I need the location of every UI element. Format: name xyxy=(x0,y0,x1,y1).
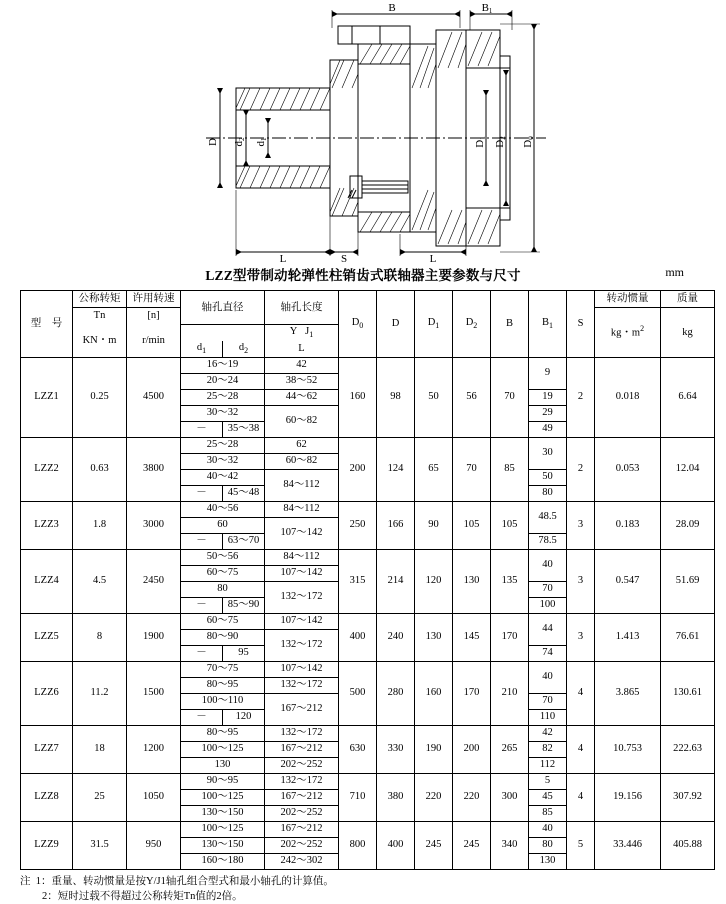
cell-D: 214 xyxy=(377,549,415,613)
cell-B1: 48.5 xyxy=(529,501,567,533)
cell-bore-length: 167～212 xyxy=(265,821,339,837)
dim-label-D0: D0 xyxy=(522,136,535,148)
cell-B1: 100 xyxy=(529,597,567,613)
notes xyxy=(20,874,726,904)
technical-drawing xyxy=(0,0,726,262)
cell-inertia: 0.183 xyxy=(595,501,661,549)
th-mass: 质量 xyxy=(661,291,715,308)
cell-S: 3 xyxy=(567,613,595,661)
th-D0: $D_0$ xyxy=(339,291,377,358)
cell-D1: 190 xyxy=(415,725,453,773)
cell-torque: 1.8 xyxy=(73,501,127,549)
th-D1: $D_1$ xyxy=(415,291,453,358)
cell-bore-dia: 80 xyxy=(181,581,265,597)
cell-bore-length: 132～172 xyxy=(265,677,339,693)
cell-bore-dia: 50～56 xyxy=(181,549,265,565)
cell-torque: 31.5 xyxy=(73,821,127,869)
cell-inertia: 33.446 xyxy=(595,821,661,869)
cell-B1: 82 xyxy=(529,741,567,757)
cell-D0: 630 xyxy=(339,725,377,773)
cell-bore-dia: 100～125 xyxy=(181,789,265,805)
cell-bore-dia: 70～75 xyxy=(181,661,265,677)
cell-B1: 45 xyxy=(529,789,567,805)
cell-d2: 85～90 xyxy=(223,597,265,613)
dim-label-D: D xyxy=(207,138,219,146)
cell-D: 380 xyxy=(377,773,415,821)
th-B: B xyxy=(491,291,529,358)
cell-D0: 315 xyxy=(339,549,377,613)
cell-B: 340 xyxy=(491,821,529,869)
cell-torque: 8 xyxy=(73,613,127,661)
cell-B1: 30 xyxy=(529,437,567,469)
cell-bore-length: 107～142 xyxy=(265,517,339,549)
cell-d2: 45～48 xyxy=(223,485,265,501)
table-row xyxy=(21,661,715,677)
th-torque-symbol: Tn xyxy=(73,308,127,325)
cell-inertia: 0.053 xyxy=(595,437,661,501)
cell-B1: 85 xyxy=(529,805,567,821)
cell-bore-dia: 30～32 xyxy=(181,405,265,421)
cell-B1: 40 xyxy=(529,661,567,693)
cell-S: 4 xyxy=(567,725,595,773)
cell-B1: 49 xyxy=(529,421,567,437)
cell-speed: 1900 xyxy=(127,613,181,661)
table-row xyxy=(21,773,715,789)
table-row xyxy=(21,725,715,741)
cell-D1: 160 xyxy=(415,661,453,725)
cell-B: 135 xyxy=(491,549,529,613)
cell-S: 3 xyxy=(567,501,595,549)
dim-label-L-left: L xyxy=(279,253,287,262)
cell-D: 124 xyxy=(377,437,415,501)
cell-bore-dia: 30～32 xyxy=(181,453,265,469)
cell-B1: 42 xyxy=(529,725,567,741)
cell-d2: 120 xyxy=(223,709,265,725)
cell-B1: 29 xyxy=(529,405,567,421)
cell-D: 166 xyxy=(377,501,415,549)
cell-bore-length: 167～212 xyxy=(265,741,339,757)
cell-torque: 4.5 xyxy=(73,549,127,613)
cell-D2: 145 xyxy=(453,613,491,661)
cell-D2: 170 xyxy=(453,661,491,725)
th-bore-len-L: L xyxy=(265,341,339,358)
cell-model: LZZ2 xyxy=(21,437,73,501)
cell-d2: 63～70 xyxy=(223,533,265,549)
cell-B: 170 xyxy=(491,613,529,661)
cell-mass: 12.04 xyxy=(661,437,715,501)
cell-bore-length: 132～172 xyxy=(265,581,339,613)
cell-inertia: 0.547 xyxy=(595,549,661,613)
parameters-table xyxy=(20,290,715,870)
cell-bore-length: 107～142 xyxy=(265,661,339,677)
cell-torque: 25 xyxy=(73,773,127,821)
cell-mass: 130.61 xyxy=(661,661,715,725)
note-line-1 xyxy=(20,874,726,889)
cell-D2: 200 xyxy=(453,725,491,773)
cell-d1: － xyxy=(181,421,223,437)
cell-B: 265 xyxy=(491,725,529,773)
cell-B1: 44 xyxy=(529,613,567,645)
cell-d1: － xyxy=(181,597,223,613)
cell-S: 5 xyxy=(567,821,595,869)
cell-B1: 19 xyxy=(529,389,567,405)
cell-D1: 130 xyxy=(415,613,453,661)
cell-bore-length: 84～112 xyxy=(265,549,339,565)
cell-B1: 40 xyxy=(529,549,567,581)
cell-torque: 0.63 xyxy=(73,437,127,501)
table-row xyxy=(21,613,715,629)
cell-B1: 112 xyxy=(529,757,567,773)
cell-model: LZZ3 xyxy=(21,501,73,549)
table-row xyxy=(21,357,715,373)
cell-D: 240 xyxy=(377,613,415,661)
cell-D2: 245 xyxy=(453,821,491,869)
cell-bore-length: 62 xyxy=(265,437,339,453)
cell-inertia: 3.865 xyxy=(595,661,661,725)
cell-bore-dia: 40～42 xyxy=(181,469,265,485)
dim-label-B1: B1 xyxy=(481,2,493,15)
th-inertia-unit: kg・$m^2$ xyxy=(595,308,661,358)
cell-model: LZZ9 xyxy=(21,821,73,869)
cell-D2: 56 xyxy=(453,357,491,437)
cell-D0: 800 xyxy=(339,821,377,869)
th-model: 型 号 xyxy=(21,291,73,358)
cell-bore-length: 84～112 xyxy=(265,469,339,501)
cell-bore-dia: 80～95 xyxy=(181,725,265,741)
cell-bore-length: 42 xyxy=(265,357,339,373)
th-bore-len: 轴孔长度 xyxy=(265,291,339,325)
cell-bore-length: 38～52 xyxy=(265,373,339,389)
cell-bore-dia: 40～56 xyxy=(181,501,265,517)
dim-label-S: S xyxy=(340,253,348,262)
cell-torque: 0.25 xyxy=(73,357,127,437)
table-row xyxy=(21,501,715,517)
cell-bore-length: 107～142 xyxy=(265,565,339,581)
note-2-text: 2：短时过载不得超过公称转矩Tn值的2倍。 xyxy=(42,890,243,902)
cell-B1: 110 xyxy=(529,709,567,725)
cell-model: LZZ8 xyxy=(21,773,73,821)
cell-d2: 35～38 xyxy=(223,421,265,437)
cell-bore-dia: 60 xyxy=(181,517,265,533)
cell-S: 4 xyxy=(567,661,595,725)
table-row xyxy=(21,821,715,837)
cell-speed: 4500 xyxy=(127,357,181,437)
th-D: D xyxy=(377,291,415,358)
cell-bore-length: 202～252 xyxy=(265,805,339,821)
cell-D: 98 xyxy=(377,357,415,437)
cell-d1: － xyxy=(181,645,223,661)
cell-bore-length: 167～212 xyxy=(265,789,339,805)
cell-D2: 105 xyxy=(453,501,491,549)
th-bore-dia: 轴孔直径 xyxy=(181,291,265,325)
dim-label-d2: d2 xyxy=(233,137,246,147)
cell-D: 280 xyxy=(377,661,415,725)
cell-bore-length: 242～302 xyxy=(265,853,339,869)
cell-S: 2 xyxy=(567,357,595,437)
cell-speed: 1500 xyxy=(127,661,181,725)
cell-bore-dia: 90～95 xyxy=(181,773,265,789)
th-mass-unit: kg xyxy=(661,308,715,358)
cell-D0: 160 xyxy=(339,357,377,437)
cell-D: 400 xyxy=(377,821,415,869)
cell-bore-dia: 16～19 xyxy=(181,357,265,373)
cell-B: 210 xyxy=(491,661,529,725)
cell-D: 330 xyxy=(377,725,415,773)
th-speed-symbol: [n] xyxy=(127,308,181,325)
th-B1: $B_1$ xyxy=(529,291,567,358)
cell-D1: 90 xyxy=(415,501,453,549)
cell-d1: － xyxy=(181,485,223,501)
cell-speed: 1050 xyxy=(127,773,181,821)
th-torque-unit: KN・m xyxy=(73,324,127,357)
cell-bore-length: 202～252 xyxy=(265,837,339,853)
th-S: S xyxy=(567,291,595,358)
cell-inertia: 10.753 xyxy=(595,725,661,773)
cell-S: 4 xyxy=(567,773,595,821)
unit-label: mm xyxy=(665,265,684,279)
dim-label-L-right: L xyxy=(429,253,437,262)
cell-mass: 405.88 xyxy=(661,821,715,869)
cell-speed: 950 xyxy=(127,821,181,869)
th-speed: 许用转速 xyxy=(127,291,181,308)
cell-D0: 710 xyxy=(339,773,377,821)
th-bore-len-types: Y $J_1$ xyxy=(265,324,339,341)
cell-bore-dia: 80～90 xyxy=(181,629,265,645)
cell-B: 105 xyxy=(491,501,529,549)
th-speed-unit: r/min xyxy=(127,324,181,357)
cell-D0: 200 xyxy=(339,437,377,501)
cell-D2: 220 xyxy=(453,773,491,821)
cell-B1: 80 xyxy=(529,837,567,853)
cell-bore-dia: 100～125 xyxy=(181,821,265,837)
cell-bore-dia: 25～28 xyxy=(181,389,265,405)
cell-bore-length: 132～172 xyxy=(265,773,339,789)
cell-D2: 70 xyxy=(453,437,491,501)
cell-inertia: 19.156 xyxy=(595,773,661,821)
cell-D0: 250 xyxy=(339,501,377,549)
cell-B1: 40 xyxy=(529,821,567,837)
cell-bore-length: 84～112 xyxy=(265,501,339,517)
cell-bore-length: 202～252 xyxy=(265,757,339,773)
cell-B: 70 xyxy=(491,357,529,437)
th-d2: $d_2$ xyxy=(223,341,265,358)
cell-B1: 5 xyxy=(529,773,567,789)
cell-bore-dia: 160～180 xyxy=(181,853,265,869)
cell-model: LZZ1 xyxy=(21,357,73,437)
cell-bore-dia: 130～150 xyxy=(181,837,265,853)
cell-bore-dia: 60～75 xyxy=(181,565,265,581)
cell-D2: 130 xyxy=(453,549,491,613)
note-line-2 xyxy=(20,889,726,904)
cell-bore-length: 60～82 xyxy=(265,453,339,469)
cell-mass: 51.69 xyxy=(661,549,715,613)
cell-D1: 220 xyxy=(415,773,453,821)
table-row xyxy=(21,437,715,453)
cell-D1: 120 xyxy=(415,549,453,613)
cell-B1: 130 xyxy=(529,853,567,869)
cell-mass: 307.92 xyxy=(661,773,715,821)
cell-B1: 78.5 xyxy=(529,533,567,549)
cell-bore-dia: 100～125 xyxy=(181,741,265,757)
cell-bore-length: 167～212 xyxy=(265,693,339,725)
cell-bore-length: 44～62 xyxy=(265,389,339,405)
cell-model: LZZ4 xyxy=(21,549,73,613)
th-inertia: 转动惯量 xyxy=(595,291,661,308)
cell-bore-dia: 25～28 xyxy=(181,437,265,453)
th-bore-spacer xyxy=(181,324,265,341)
dim-label-D2: D2 xyxy=(494,136,507,148)
cell-mass: 222.63 xyxy=(661,725,715,773)
cell-bore-length: 107～142 xyxy=(265,613,339,629)
cell-bore-dia: 130～150 xyxy=(181,805,265,821)
cell-B1: 70 xyxy=(529,581,567,597)
cell-bore-length: 60～82 xyxy=(265,405,339,437)
cell-inertia: 1.413 xyxy=(595,613,661,661)
cell-B1: 74 xyxy=(529,645,567,661)
cell-D1: 65 xyxy=(415,437,453,501)
cell-D0: 500 xyxy=(339,661,377,725)
cell-S: 2 xyxy=(567,437,595,501)
cell-B: 85 xyxy=(491,437,529,501)
th-D2: $D_2$ xyxy=(453,291,491,358)
cell-bore-length: 132～172 xyxy=(265,725,339,741)
table-row xyxy=(21,549,715,565)
cell-B1: 70 xyxy=(529,693,567,709)
cell-speed: 2450 xyxy=(127,549,181,613)
title-row xyxy=(0,264,726,288)
page-title: LZZ型带制动轮弹性柱销齿式联轴器主要参数与尺寸 xyxy=(205,268,521,283)
cell-bore-dia: 100～110 xyxy=(181,693,265,709)
cell-inertia: 0.018 xyxy=(595,357,661,437)
cell-d2: 95 xyxy=(223,645,265,661)
cell-mass: 76.61 xyxy=(661,613,715,661)
cell-model: LZZ5 xyxy=(21,613,73,661)
cell-bore-dia: 20～24 xyxy=(181,373,265,389)
cell-D1: 50 xyxy=(415,357,453,437)
cell-d1: － xyxy=(181,709,223,725)
table-body xyxy=(21,357,715,869)
dim-label-B: B xyxy=(388,2,396,14)
th-d1: $d_1$ xyxy=(181,341,223,358)
cell-torque: 11.2 xyxy=(73,661,127,725)
cell-bore-dia: 60～75 xyxy=(181,613,265,629)
cell-d1: － xyxy=(181,533,223,549)
cell-bore-length: 132～172 xyxy=(265,629,339,661)
cell-torque: 18 xyxy=(73,725,127,773)
cell-speed: 3000 xyxy=(127,501,181,549)
dim-label-D1: D1 xyxy=(474,136,487,148)
cell-D0: 400 xyxy=(339,613,377,661)
cell-B1: 80 xyxy=(529,485,567,501)
notes-label: 注 xyxy=(20,875,31,887)
cell-B: 300 xyxy=(491,773,529,821)
dim-label-d1: d1 xyxy=(255,137,268,147)
cell-mass: 6.64 xyxy=(661,357,715,437)
cell-S: 3 xyxy=(567,549,595,613)
cell-D1: 245 xyxy=(415,821,453,869)
cell-speed: 1200 xyxy=(127,725,181,773)
cell-mass: 28.09 xyxy=(661,501,715,549)
cell-B1: 50 xyxy=(529,469,567,485)
cell-model: LZZ7 xyxy=(21,725,73,773)
th-torque: 公称转矩 xyxy=(73,291,127,308)
cell-B1: 9 xyxy=(529,357,567,389)
cell-bore-dia: 80～95 xyxy=(181,677,265,693)
cell-bore-dia: 130 xyxy=(181,757,265,773)
cell-model: LZZ6 xyxy=(21,661,73,725)
cell-speed: 3800 xyxy=(127,437,181,501)
note-1-text: 1：重量、转动惯量是按Y/J1轴孔组合型式和最小轴孔的计算值。 xyxy=(35,875,334,887)
